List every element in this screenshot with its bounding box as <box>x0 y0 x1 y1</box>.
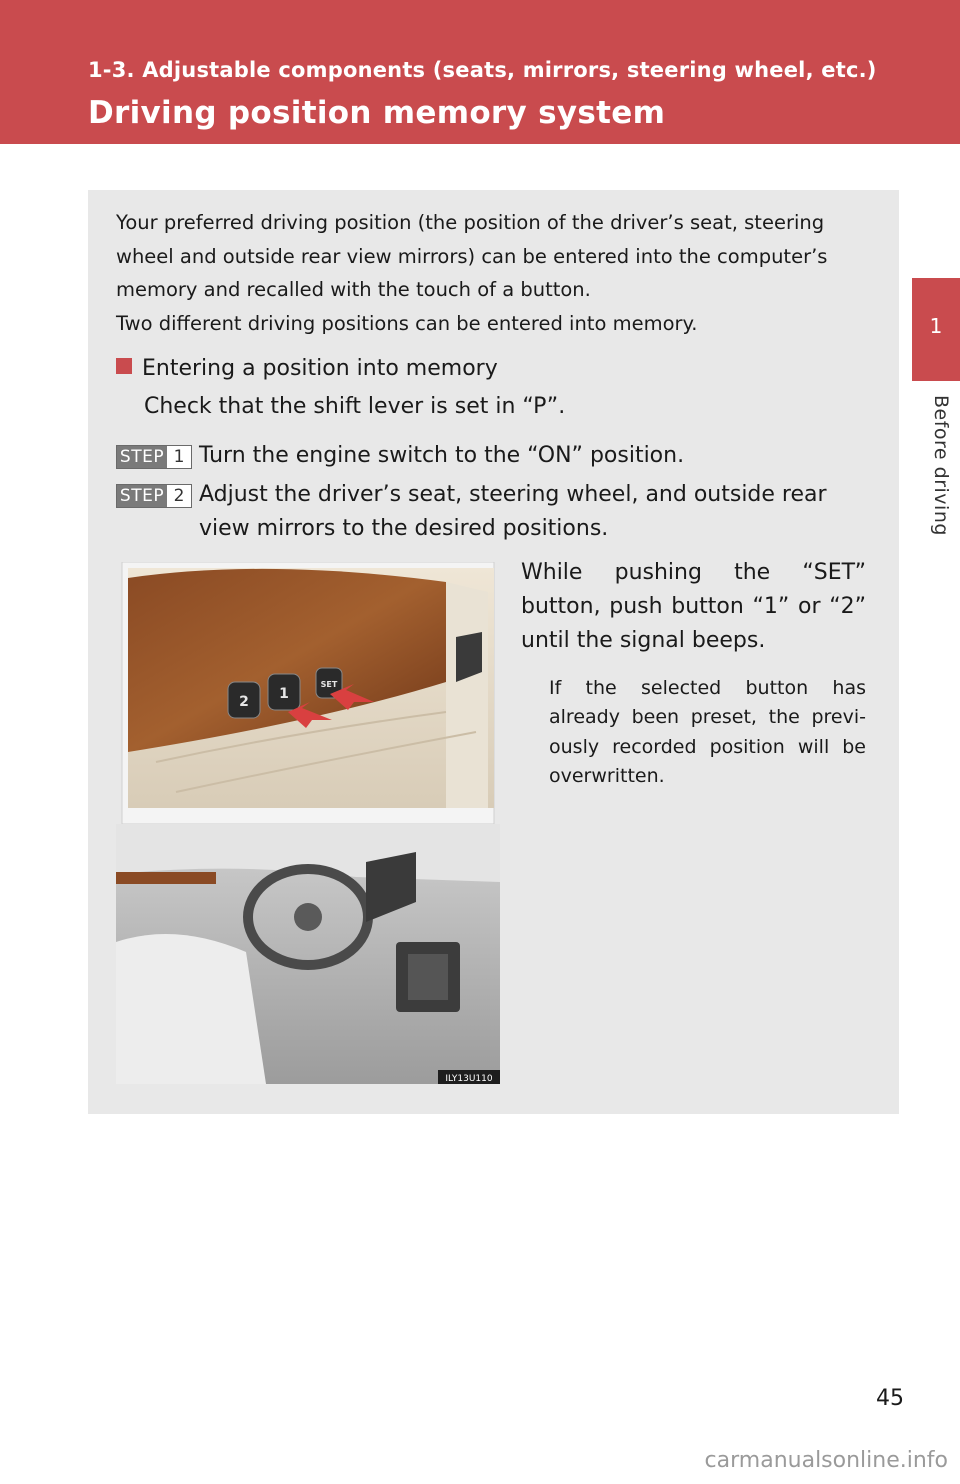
square-bullet-icon <box>116 358 132 374</box>
subsection-text: Check that the shift lever is set in “P”. <box>144 394 566 419</box>
subsection-heading-text: Entering a position into memory <box>142 356 498 381</box>
page-title: Driving position memory system <box>88 95 666 131</box>
step-badge <box>116 445 192 469</box>
intro-paragraph: Your preferred driving position (the position of the driver’s seat, steering wheel and outside rear view mirrors) can be entered into the computer’s memory and recalled with the touch of a button. <box>116 211 828 302</box>
dash-wood-trim <box>116 872 216 884</box>
subsection-heading <box>116 352 816 386</box>
step-number: 1 <box>173 447 185 467</box>
memory-button-2-label: 2 <box>239 694 249 710</box>
set-button-label: SET <box>320 680 338 689</box>
note-text: If the selected button has already been preset, the previ-ously recorded position will be overwritten. <box>549 677 866 787</box>
intro-paragraph: Two different driving positions can be entered into memory. <box>116 312 698 336</box>
step-text: Turn the engine switch to the “ON” position. <box>199 443 685 468</box>
step-label: STEP <box>117 446 167 468</box>
step-text: Adjust the driver’s seat, steering wheel, and outside rear view mirrors to the desired positions. <box>199 482 827 541</box>
watermark[interactable]: carmanualsonline.info <box>704 1448 948 1473</box>
driver-seat <box>116 934 266 1084</box>
chapter-tab[interactable] <box>912 278 960 381</box>
section-title: 1-3. Adjustable components (seats, mirrors, steering wheel, etc.) <box>88 58 877 82</box>
chapter-header <box>0 0 960 144</box>
step-text: While pushing the “SET” button, push button “1” or “2” until the signal beeps. <box>521 560 866 653</box>
page-number: 45 <box>876 1386 904 1411</box>
door-memory-switch-illustration <box>116 562 500 1084</box>
step-badge <box>116 484 192 508</box>
memory-button-2 <box>228 682 260 718</box>
illustration-code: ILY13U110 <box>445 1074 493 1084</box>
chapter-label: Before driving <box>930 395 952 536</box>
chapter-number: 1 <box>929 314 943 338</box>
memory-button-1-label: 1 <box>279 686 289 702</box>
memory-button-1 <box>268 674 300 710</box>
intro-text <box>116 206 866 341</box>
step-number: 2 <box>173 486 185 506</box>
step-label: STEP <box>117 485 167 507</box>
